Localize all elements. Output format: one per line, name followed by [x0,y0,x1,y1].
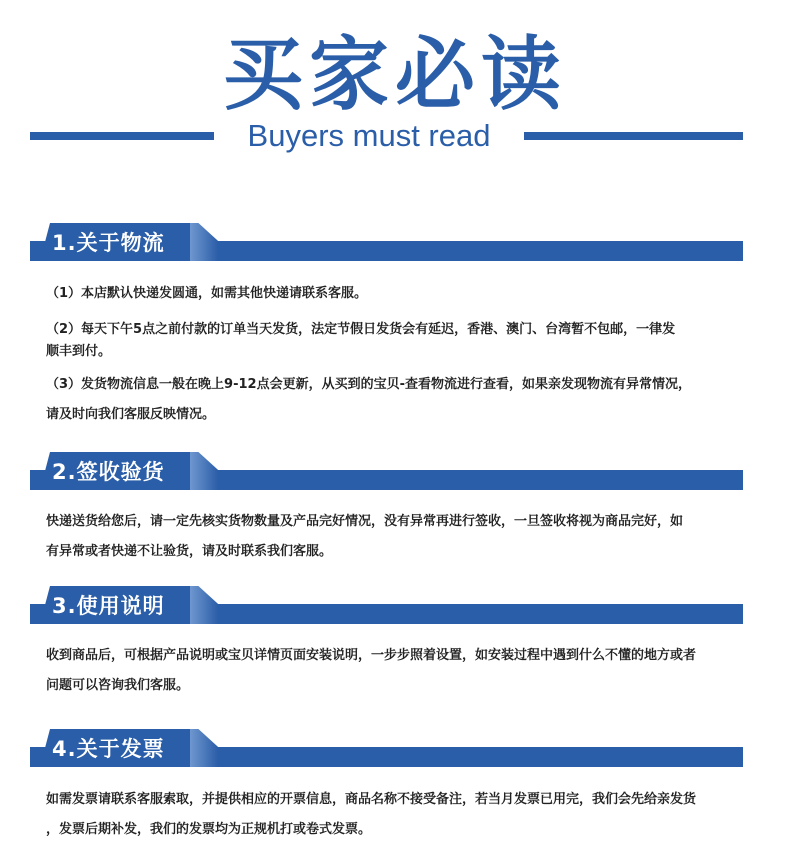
subtitle-rule-right [524,132,743,140]
paragraph-logistics-1: （1）本店默认快递发圆通，如需其他快递请联系客服。 [46,286,368,301]
section-title: 4.关于发票 [52,737,165,761]
page-subtitle: Buyers must read [247,118,491,153]
paragraph-logistics-3: （3）发货物流信息一般在晚上9-12点会更新，从买到的宝贝-查看物流进行查看，如果亲发现物流有异常情况， 请及时向我们客服反映情况。 [46,377,691,422]
section-header-inspection [30,452,743,492]
subtitle-row [30,118,743,158]
paragraph-usage: 收到商品后，可根据产品说明或宝贝详情页面安装说明，一步步照着设置，如安装过程中遇到什么不懂的地方或者 问题可以咨询我们客服。 [46,648,697,693]
paragraph-invoice: 如需发票请联系客服索取，并提供相应的开票信息，商品名称不接受备注，若当月发票已用完，我们会先给亲发货 ，发票后期补发，我们的发票均为正规机打或卷式发票。 [46,792,697,837]
subtitle-rule-left [30,132,214,140]
section-title: 2.签收验货 [52,460,165,484]
section-title: 1.关于物流 [52,231,165,255]
section-header-logistics [30,223,743,263]
section-header-invoice [30,729,743,769]
section-title: 3.使用说明 [52,594,165,618]
section-header-usage [30,586,743,626]
paragraph-logistics-2: （2）每天下午5点之前付款的订单当天发货，法定节假日发货会有延迟，香港、澳门、台湾暂不包邮，一律发 顺丰到付。 [46,322,676,359]
paragraph-inspection: 快递送货给您后，请一定先核实货物数量及产品完好情况，没有异常再进行签收，一旦签收将视为商品完好，如 有异常或者快递不让验货，请及时联系我们客服。 [46,514,684,559]
page-title: 买家必读 [223,28,567,121]
